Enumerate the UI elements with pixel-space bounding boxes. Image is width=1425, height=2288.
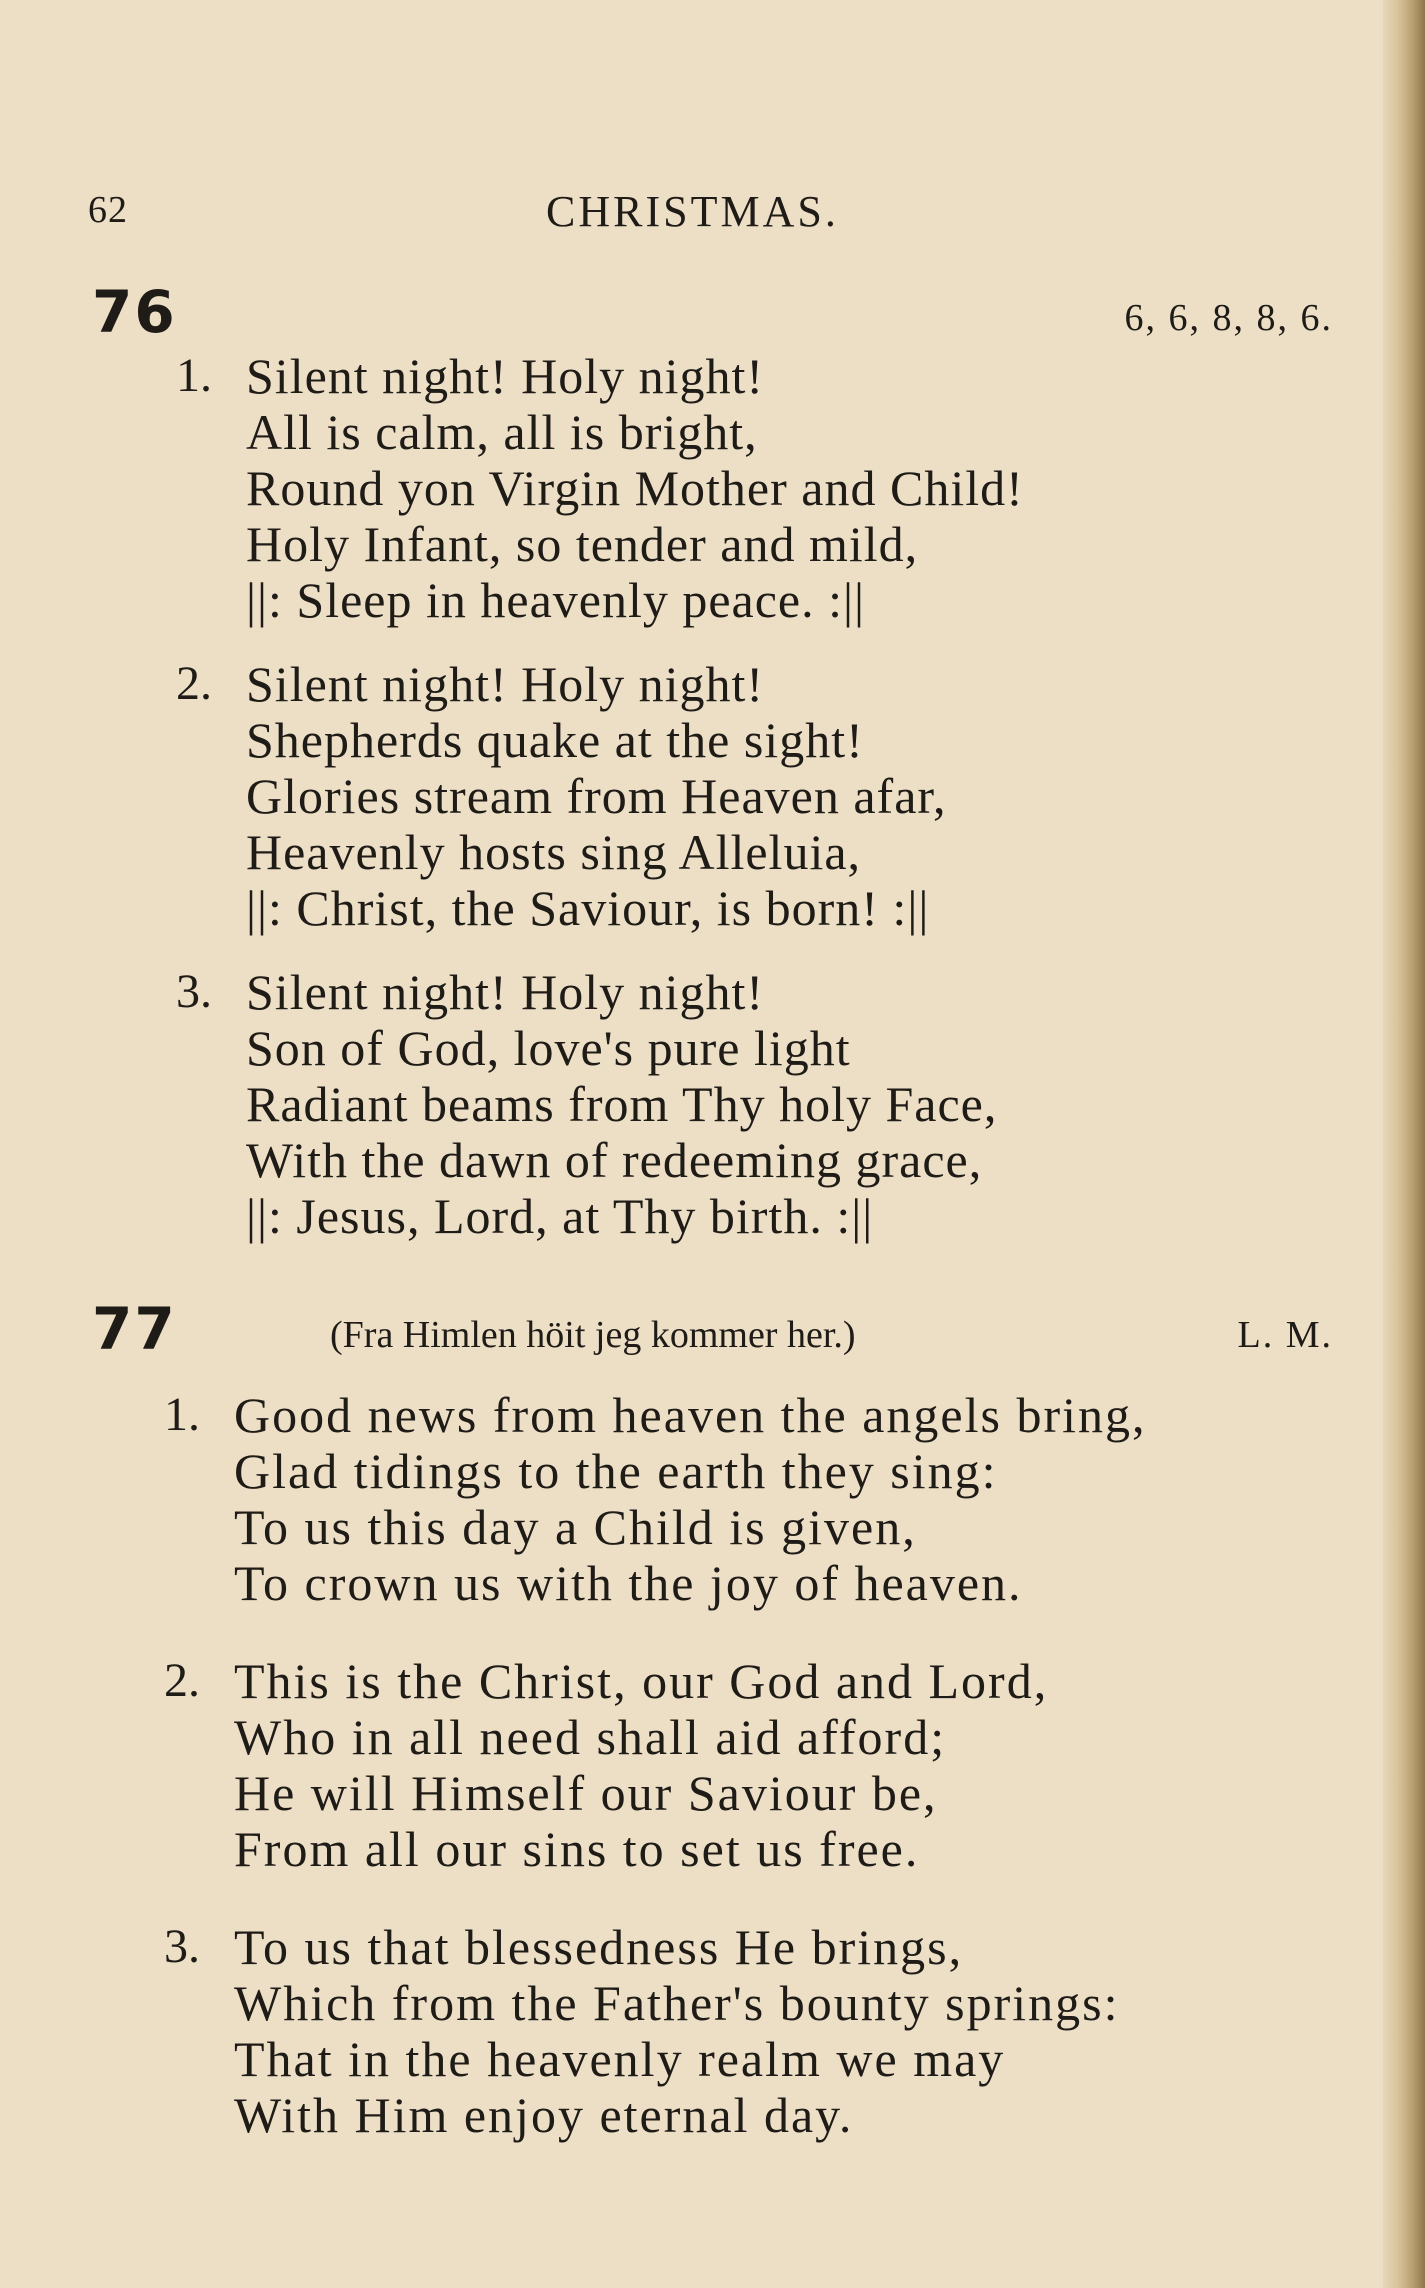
page-number: 62: [88, 189, 128, 231]
verse-line: ||: Christ, the Saviour, is born! :||: [246, 880, 930, 936]
verse-line: Good news from heaven the angels bring,: [234, 1387, 1147, 1443]
verse-line: ||: Sleep in heavenly peace. :||: [246, 572, 866, 628]
hymn-number: 77: [92, 1295, 177, 1363]
verse-lines: [234, 1387, 1147, 1611]
verse-line: To crown us with the joy of heaven.: [234, 1555, 1023, 1611]
verse-number: 3.: [164, 1920, 200, 1973]
verse-lines: [246, 656, 947, 936]
verse-line: This is the Christ, our God and Lord,: [234, 1653, 1049, 1709]
hymn-76: [0, 278, 1425, 1272]
verse: [0, 656, 1425, 964]
verse-number: 1.: [164, 1388, 200, 1441]
verse-number: 2.: [176, 657, 212, 710]
hymn-header: [0, 278, 1425, 348]
hymn-header: [0, 1295, 1425, 1387]
verse-line: Which from the Father's bounty springs:: [234, 1975, 1120, 2031]
verse-lines: [234, 1653, 1048, 1877]
verse-number: 3.: [176, 965, 212, 1018]
verse-line: From all our sins to set us free.: [234, 1821, 920, 1877]
verse-line: Son of God, love's pure light: [246, 1020, 851, 1076]
verse: [0, 348, 1425, 656]
verse-number: 2.: [164, 1654, 200, 1707]
verse-lines: [246, 964, 997, 1244]
verse-lines: [246, 348, 1024, 628]
hymn-meter: 6, 6, 8, 8, 6.: [1124, 297, 1333, 339]
section-title: CHRISTMAS.: [546, 187, 839, 236]
verse: [0, 1653, 1425, 1919]
verse-line: Radiant beams from Thy holy Face,: [246, 1076, 998, 1132]
verse-line: With the dawn of redeeming grace,: [246, 1132, 983, 1188]
hymn-subtitle: (Fra Himlen höit jeg kommer her.): [330, 1314, 856, 1356]
hymn-number: 76: [92, 278, 177, 346]
verse-line: Heavenly hosts sing Alleluia,: [246, 824, 862, 880]
verse-line: Silent night! Holy night!: [246, 656, 765, 712]
verse-line: All is calm, all is bright,: [246, 404, 758, 460]
verse-line: Shepherds quake at the sight!: [246, 712, 864, 768]
verse-line: Silent night! Holy night!: [246, 348, 765, 404]
verse-line: ||: Jesus, Lord, at Thy birth. :||: [246, 1188, 874, 1244]
verse: [0, 1387, 1425, 1653]
verse-number: 1.: [176, 349, 212, 402]
verse-line: To us that blessedness He brings,: [234, 1919, 964, 1975]
verse-line: Who in all need shall aid afford;: [234, 1709, 947, 1765]
verse-line: Silent night! Holy night!: [246, 964, 765, 1020]
verse-line: Glad tidings to the earth they sing:: [234, 1443, 998, 1499]
verse-line: Holy Infant, so tender and mild,: [246, 516, 919, 572]
verse-line: He will Himself our Saviour be,: [234, 1765, 938, 1821]
verse: [0, 1919, 1425, 2185]
verse-line: Glories stream from Heaven afar,: [246, 768, 947, 824]
hymn-meter: L. M.: [1237, 1314, 1333, 1356]
verse: [0, 964, 1425, 1272]
verse-line: That in the heavenly realm we may: [234, 2031, 1006, 2087]
hymn-77: [0, 1295, 1425, 2185]
verse-line: With Him enjoy eternal day.: [234, 2087, 854, 2143]
verse-lines: [234, 1919, 1120, 2143]
verse-line: To us this day a Child is given,: [234, 1499, 917, 1555]
running-head: [0, 178, 1425, 238]
verse-line: Round yon Virgin Mother and Child!: [246, 460, 1024, 516]
